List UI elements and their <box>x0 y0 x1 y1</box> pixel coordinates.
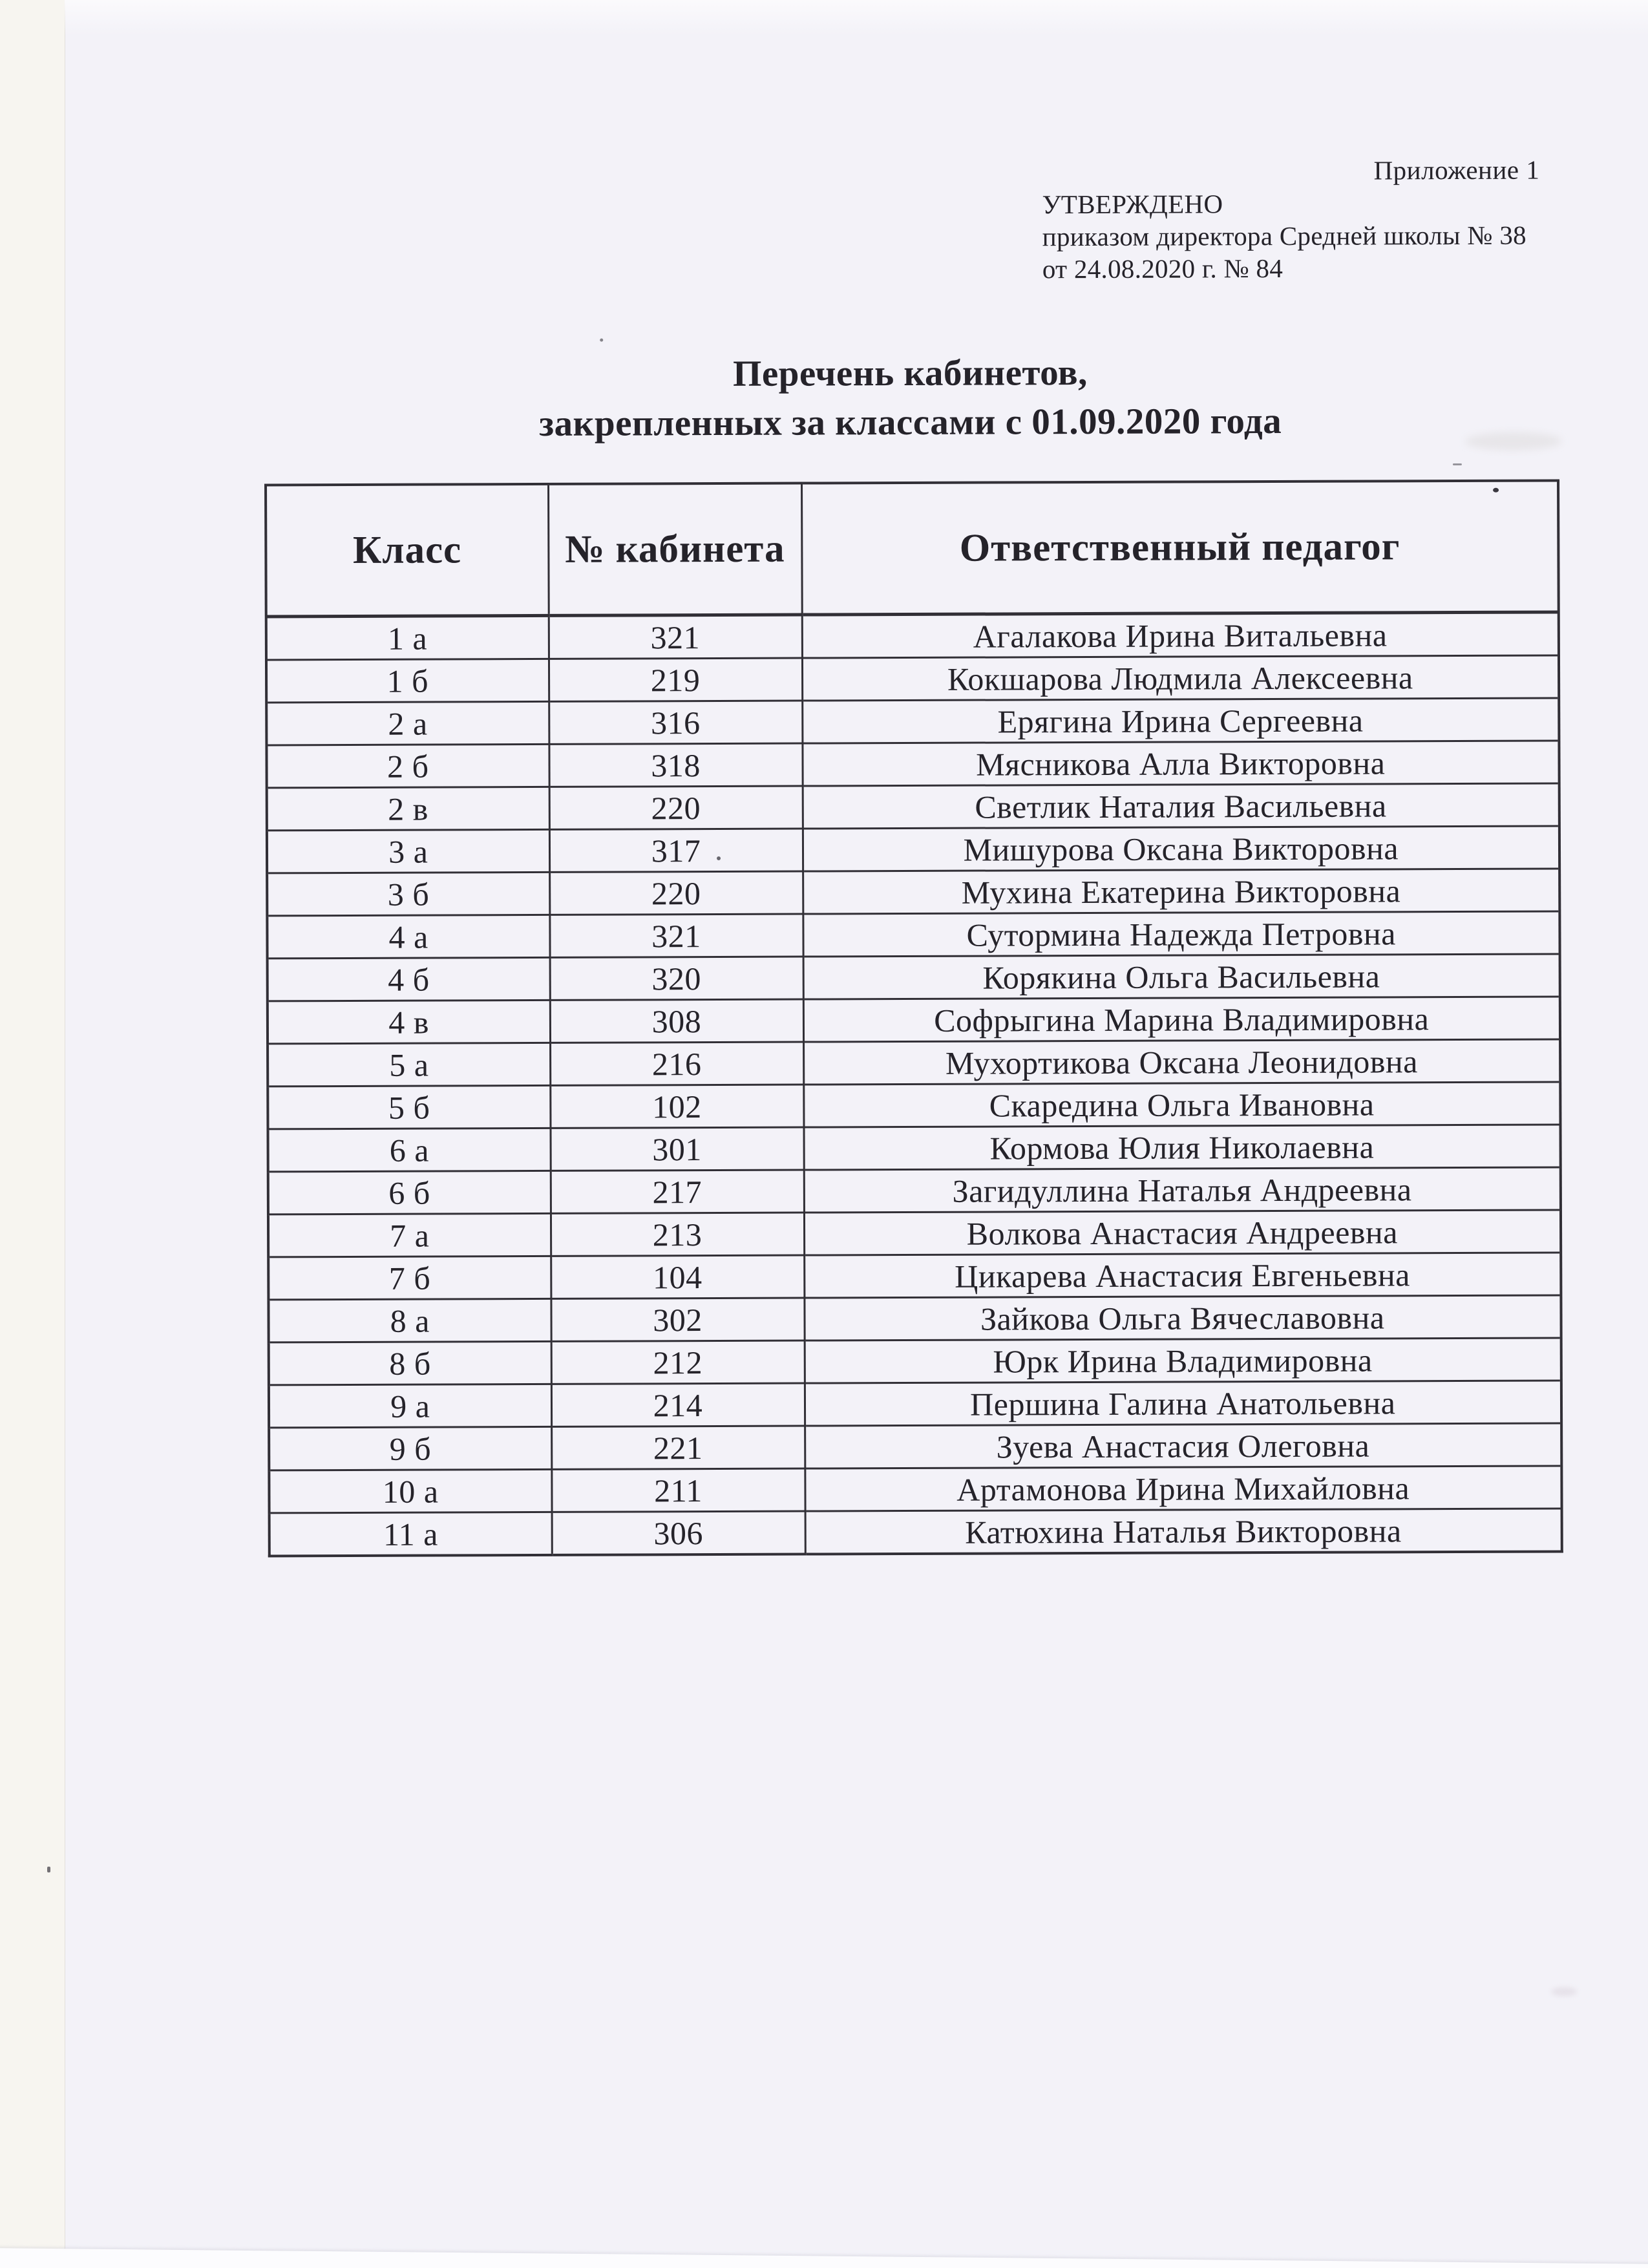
teacher-cell: Мишурова Оксана Викторовна <box>803 826 1559 871</box>
room-cell: 219 <box>549 658 802 701</box>
class-cell: 7 б <box>268 1256 551 1300</box>
table-row <box>268 954 1560 1001</box>
teacher-cell: Зуева Анастасия Олеговна <box>805 1423 1561 1468</box>
class-cell: 3 а <box>267 829 549 873</box>
room-cell: 216 <box>550 1042 803 1085</box>
class-cell: 2 а <box>266 701 549 745</box>
room-cell: 321 <box>549 615 802 659</box>
teacher-cell: Софрыгина Марина Владимировна <box>803 997 1560 1042</box>
scan-smudge <box>1465 432 1562 450</box>
class-cell: 5 б <box>268 1085 550 1129</box>
class-cell: 4 б <box>268 957 550 1001</box>
teacher-cell: Корякина Ольга Васильевна <box>803 954 1560 999</box>
class-cell: 6 б <box>268 1171 551 1214</box>
room-cell: 321 <box>549 914 803 957</box>
title-line-2: закрепленных за классами с 01.09.2020 года <box>539 400 1282 444</box>
class-cell: 3 б <box>267 872 549 916</box>
table-row <box>266 741 1559 788</box>
room-cell: 211 <box>551 1468 805 1512</box>
teacher-cell: Волкова Анастасия Андреевна <box>804 1210 1561 1255</box>
room-cell: 317 <box>549 829 803 872</box>
teacher-cell: Першина Галина Анатольевна <box>805 1381 1561 1426</box>
teacher-cell: Катюхина Наталья Викторовна <box>805 1509 1562 1554</box>
room-cell: 306 <box>552 1511 805 1555</box>
table-row <box>268 1125 1561 1172</box>
teacher-cell: Сутормина Надежда Петровна <box>803 911 1559 957</box>
class-cell: 4 в <box>268 1000 550 1044</box>
room-cell: 308 <box>550 999 803 1043</box>
table-row <box>269 1466 1561 1513</box>
approval-line-3: от 24.08.2020 г. № 84 <box>1042 253 1284 284</box>
room-cell: 302 <box>551 1298 804 1341</box>
teacher-cell: Агалакова Ирина Витальевна <box>802 612 1559 658</box>
teacher-cell: Юрк Ирина Владимировна <box>805 1338 1561 1383</box>
table-row <box>267 783 1559 831</box>
header-teacher: Ответственный педагог <box>801 480 1559 615</box>
teacher-cell: Скаредина Ольга Ивановна <box>803 1082 1560 1127</box>
table-row <box>269 1509 1562 1556</box>
class-cell: 9 б <box>269 1426 551 1470</box>
class-cell: 11 а <box>269 1512 552 1556</box>
class-cell: 4 а <box>267 915 549 959</box>
table-row <box>267 826 1559 873</box>
header-room: № кабинета <box>548 483 802 616</box>
teacher-cell: Кормова Юлия Николаевна <box>804 1125 1561 1170</box>
teacher-cell: Светлик Наталия Васильевна <box>803 783 1559 829</box>
table-row <box>269 1381 1561 1428</box>
table-row <box>268 1039 1560 1086</box>
appendix-label: Приложение 1 <box>1373 154 1540 185</box>
room-cell: 214 <box>551 1383 805 1426</box>
class-cell: 1 б <box>266 659 549 703</box>
table-row <box>267 911 1559 959</box>
scan-speck <box>1493 488 1499 493</box>
table-row <box>268 1295 1561 1342</box>
room-cell: 220 <box>549 786 803 829</box>
table-row <box>268 1082 1560 1129</box>
title-line-1: Перечень кабинетов, <box>732 352 1088 394</box>
scan-speck <box>1453 463 1462 465</box>
room-cell: 102 <box>550 1085 803 1128</box>
table-row <box>268 1210 1561 1257</box>
class-cell: 2 б <box>266 744 549 788</box>
class-cell: 1 а <box>266 615 549 660</box>
class-cell: 8 б <box>269 1341 551 1385</box>
scan-speck <box>717 856 721 860</box>
header-class: Класс <box>266 484 549 617</box>
room-cell: 104 <box>551 1255 804 1298</box>
room-cell: 212 <box>551 1341 805 1384</box>
room-cell: 301 <box>551 1127 804 1171</box>
teacher-cell: Мухина Екатерина Викторовна <box>803 869 1559 914</box>
teacher-cell: Мясникова Алла Викторовна <box>802 741 1559 786</box>
class-cell: 6 а <box>268 1128 551 1172</box>
room-cell: 217 <box>551 1170 804 1213</box>
rooms-table <box>264 479 1563 1557</box>
table-body <box>266 612 1562 1556</box>
room-cell: 221 <box>551 1426 805 1469</box>
approval-line-1: УТВЕРЖДЕНО <box>1042 189 1223 220</box>
table-row <box>268 997 1560 1044</box>
teacher-cell: Загидуллина Наталья Андреевна <box>804 1167 1561 1213</box>
table-row <box>268 1167 1561 1214</box>
teacher-cell: Цикарева Анастасия Евгеньевна <box>804 1253 1561 1298</box>
scan-speck <box>600 339 603 342</box>
class-cell: 2 в <box>267 787 549 831</box>
teacher-cell: Зайкова Ольга Вячеславовна <box>804 1295 1561 1341</box>
approval-block <box>1042 187 1527 286</box>
table-row <box>266 612 1559 660</box>
room-cell: 213 <box>551 1213 804 1256</box>
table-header-row <box>266 480 1559 616</box>
table-row <box>266 698 1559 745</box>
scan-smudge <box>1551 1987 1577 1996</box>
teacher-cell: Мухортикова Оксана Леонидовна <box>803 1039 1560 1085</box>
class-cell: 10 а <box>269 1469 551 1513</box>
approval-line-2: приказом директора Средней школы № 38 <box>1042 220 1527 252</box>
table-row <box>266 655 1559 703</box>
table-row <box>269 1423 1561 1470</box>
document-title <box>264 346 1557 449</box>
class-cell: 5 а <box>268 1043 550 1086</box>
class-cell: 7 а <box>268 1213 551 1257</box>
teacher-cell: Ерягина Ирина Сергеевна <box>802 698 1559 743</box>
room-cell: 220 <box>549 871 803 915</box>
room-cell: 320 <box>550 957 803 1000</box>
room-cell: 318 <box>549 743 802 787</box>
teacher-cell: Кокшарова Людмила Алексеевна <box>802 655 1559 701</box>
table-row <box>267 869 1559 916</box>
table-row <box>269 1338 1561 1385</box>
class-cell: 9 а <box>269 1384 551 1428</box>
scan-speck <box>47 1867 50 1872</box>
room-cell: 316 <box>549 701 802 744</box>
class-cell: 8 а <box>268 1298 551 1342</box>
table-row <box>268 1253 1561 1300</box>
teacher-cell: Артамонова Ирина Михайловна <box>805 1466 1561 1511</box>
